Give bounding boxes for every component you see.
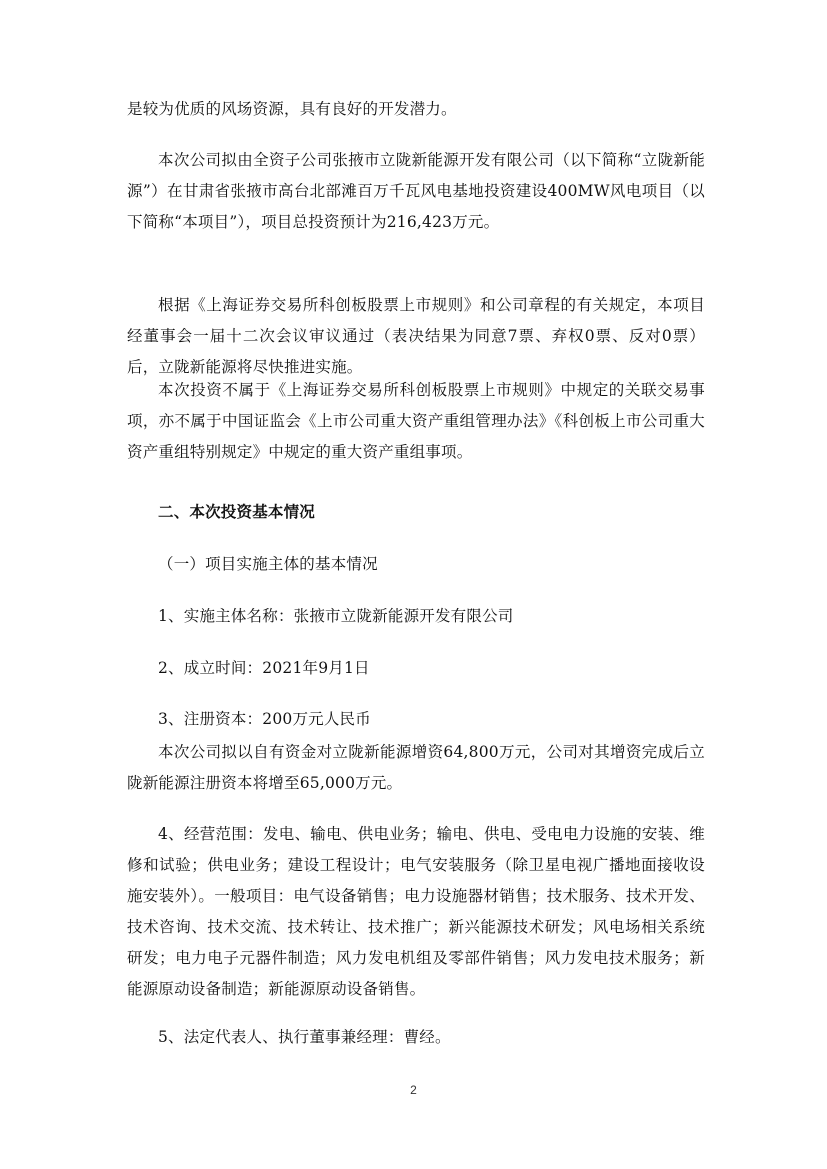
paragraph-capital-increase: 本次公司拟以自有资金对立陇新能源增资64,800万元，公司对其增资完成后立陇新能源注册资本将增至65,000万元。 [127, 743, 705, 792]
paragraph-not-related-transaction: 本次投资不属于《上海证券交易所科创板股票上市规则》中规定的关联交易事项，亦不属于中国证监会《上市公司重大资产重组管理办法》《科创板上市公司重大资产重组特别规定》中规定的重大资产重组事项。 [127, 381, 705, 461]
section-heading: 二、本次投资基本情况 [158, 503, 316, 521]
item-entity-name: 1、实施主体名称：张掖市立陇新能源开发有限公司 [158, 607, 514, 625]
item-business-scope: 4、经营范围：发电、输电、供电业务；输电、供电、受电电力设施的安装、维修和试验；供电业务；建设工程设计；电气安装服务（除卫星电视广播地面接收设施安装外）。一般项目：电气设备销售；电力设施器材销售；技术服务、技术开发、技术咨询、技术交流、技术转让、技术推广；新兴能源技术研发；风电场相关系统研发；电力电子元器件制造；风力发电机组及零部件销售；风力发电技术服务；新能源原动设备制造；新能源原动设备销售。 [127, 825, 705, 998]
paragraph-board-approval: 根据《上海证券交易所科创板股票上市规则》和公司章程的有关规定，本项目经董事会一届十二次会议审议通过（表决结果为同意7票、弃权0票、反对0票）后，立陇新能源将尽快推进实施。 [127, 296, 705, 376]
item-registered-capital: 3、注册资本：200万元人民币 [158, 710, 371, 728]
subsection-heading: （一）项目实施主体的基本情况 [158, 555, 378, 573]
paragraph-project-overview: 本次公司拟由全资子公司张掖市立陇新能源开发有限公司（以下简称“立陇新能源”）在甘肃省张掖市高台北部滩百万千瓦风电基地投资建设400MW风电项目（以下简称“本项目”），项目总投资预计为216,423万元。 [127, 151, 705, 231]
item-established-date: 2、成立时间：2021年9月1日 [158, 659, 370, 677]
page-number: 2 [410, 1083, 417, 1097]
item-legal-representative: 5、法定代表人、执行董事兼经理：曹经。 [158, 1028, 451, 1046]
paragraph-continuation: 是较为优质的风场资源，具有良好的开发潜力。 [127, 100, 457, 118]
